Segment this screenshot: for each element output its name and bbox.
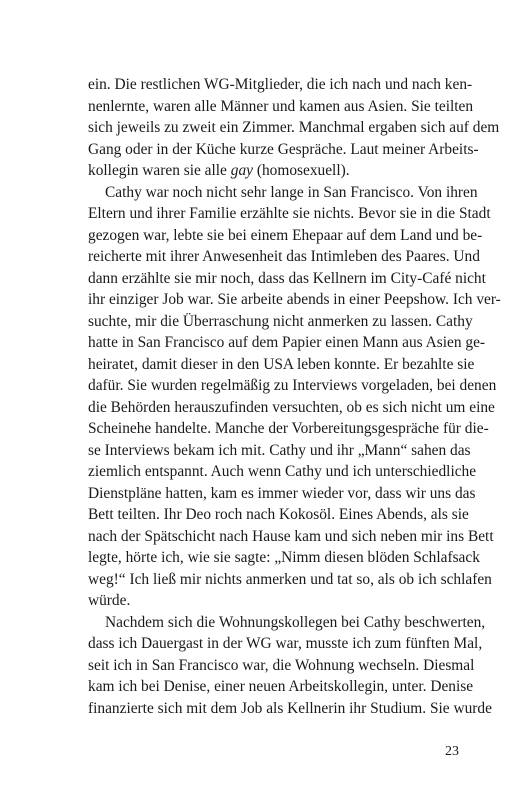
text-line: dann erzählte sie mir noch, dass das Kellnern im City-Café nicht: [88, 269, 486, 287]
text-line: ein. Die restlichen WG-Mitglieder, die ich nach und nach ken-: [88, 76, 473, 93]
text-line: Dienstpläne hatten, kam es immer wieder vor, dass wir uns das: [88, 484, 476, 502]
text-line: Cathy war noch nicht sehr lange in San Francisco. Von ihren: [105, 183, 478, 201]
text-line: dass ich Dauergast in der WG war, musste ich zum fünften Mal,: [88, 635, 483, 652]
text-line: reicherte mit ihrer Anwesenheit das Intimleben des Paares. Und: [88, 248, 480, 265]
text-line: die Behörden herauszufinden versuchten, ob es sich nicht um eine: [88, 398, 495, 416]
text-line: nach der Spätschicht nach Hause kam und sich neben mir ins Bett: [88, 527, 494, 545]
text-line: finanzierte sich mit dem Job als Kellnerin ihr Studium. Sie wurde: [88, 699, 492, 717]
text-line: hatte in San Francisco auf dem Papier einen Mann aus Asien ge-: [88, 334, 486, 351]
text-line: heiratet, damit dieser in den USA leben konnte. Er bezahlte sie: [88, 355, 475, 373]
paragraph: [88, 182, 501, 612]
paragraph: [88, 74, 500, 182]
text-line: Scheinehe handelte. Manche der Vorbereitungsgespräche für die-: [88, 420, 489, 437]
page-number: 23: [445, 744, 459, 759]
paragraph: [88, 612, 492, 720]
text-line: ihr einziger Job war. Sie arbeite abends in einer Peepshow. Ich ver-: [88, 291, 501, 308]
text-line: Gang oder in der Küche kurze Gespräche. Laut meiner Arbeits-: [88, 140, 479, 158]
text-line: nenlernte, waren alle Männer und kamen aus Asien. Sie teilten: [88, 97, 474, 115]
text-line: sich jeweils zu zweit ein Zimmer. Manchmal ergaben sich auf dem: [88, 119, 500, 136]
text-line: seit ich in San Francisco war, die Wohnung wechseln. Diesmal: [88, 656, 475, 674]
body-text: [88, 74, 501, 719]
text-line: se Interviews bekam ich mit. Cathy und ihr „Mann“ sahen das: [88, 441, 471, 459]
text-line: weg!“ Ich ließ mir nichts anmerken und tat so, als ob ich schlafen: [88, 570, 492, 588]
text-line: Bett teilten. Ihr Deo roch nach Kokosöl. Eines Abends, als sie: [88, 506, 469, 523]
text-line: Nachdem sich die Wohnungskollegen bei Cathy beschwerten,: [105, 613, 486, 631]
text-line: suchte, mir die Überraschung nicht anmerken zu lassen. Cathy: [88, 312, 473, 330]
text-line: legte, hörte ich, wie sie sagte: „Nimm diesen blöden Schlafsack: [88, 549, 480, 566]
text-line: Eltern und ihrer Familie erzählte sie nichts. Bevor sie in die Stadt: [88, 205, 491, 222]
text-line: kam ich bei Denise, einer neuen Arbeitskollegin, unter. Denise: [88, 678, 474, 695]
text-line: ziemlich entspannt. Auch wenn Cathy und ich unterschiedliche: [88, 463, 477, 480]
text-line-with-italic: kollegin waren sie alle gay (homosexuell).: [88, 162, 350, 179]
text-line: dafür. Sie wurden regelmäßig zu Interviews vorgeladen, bei denen: [88, 377, 497, 394]
italic-word: gay: [230, 162, 253, 179]
text-line: würde.: [88, 592, 131, 609]
text-line: gezogen war, lebte sie bei einem Ehepaar auf dem Land und be-: [88, 226, 483, 244]
